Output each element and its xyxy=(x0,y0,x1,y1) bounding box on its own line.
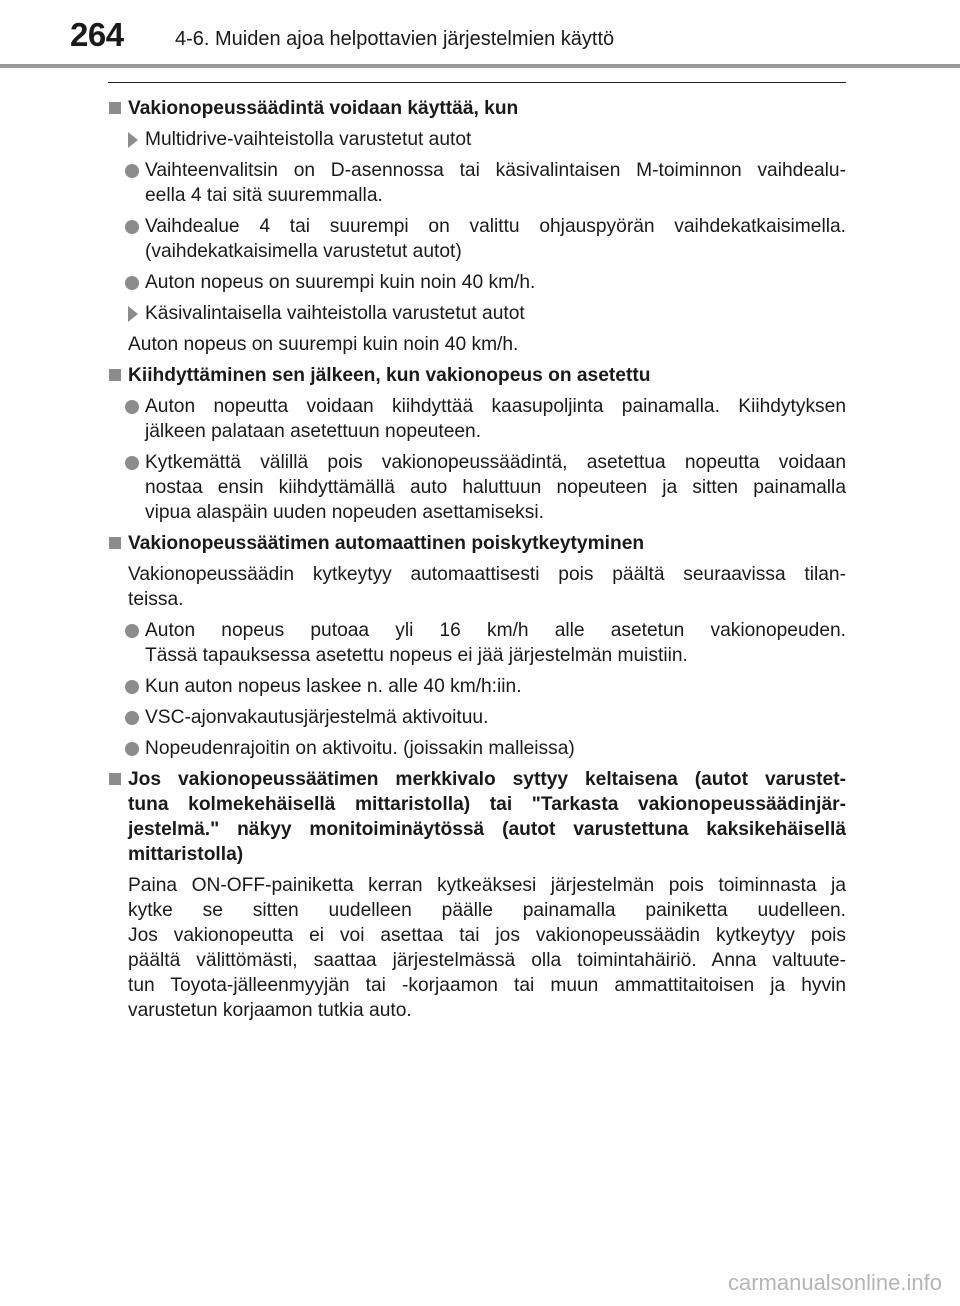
text-line-1: nostaa ensin kiihdyttämällä auto haluttuun nopeuteen ja sitten painamalla xyxy=(145,477,846,498)
text-line-0: Paina ON-OFF-painiketta kerran kytkeäksesi järjestelmän pois toiminnasta ja xyxy=(128,875,846,896)
text-line-2: vipua alaspäin uuden nopeuden asettamiseksi. xyxy=(145,502,544,523)
bullet-item xyxy=(108,394,846,444)
text-line-1: teissa. xyxy=(128,589,184,610)
text-line-1: kytke se sitten uudelleen päälle painamalla painiketta uudelleen. xyxy=(128,900,846,921)
condition-item xyxy=(108,127,846,152)
circle-bullet-icon xyxy=(125,680,139,694)
text-line-3: mittaristolla) xyxy=(128,844,244,865)
circle-bullet-icon xyxy=(125,711,139,725)
circle-bullet-icon xyxy=(125,220,139,234)
circle-bullet-icon xyxy=(125,624,139,638)
paragraph xyxy=(108,332,846,357)
bullet-item xyxy=(108,270,846,295)
paragraph xyxy=(108,562,846,612)
text-line-0: Jos vakionopeussäätimen merkkivalo syttyy keltaisena (autot varustet- xyxy=(128,769,846,790)
subsection-heading xyxy=(108,767,846,867)
subsection-heading xyxy=(108,531,846,556)
paragraph-text: Auton nopeus on suurempi kuin noin 40 km/h. xyxy=(128,334,519,355)
text-line-5: varustetun korjaamon tutkia auto. xyxy=(128,1000,412,1021)
triangle-bullet-icon xyxy=(128,132,138,148)
circle-bullet-icon xyxy=(125,276,139,290)
square-bullet-icon xyxy=(109,773,121,785)
text-line-0: Auton nopeutta voidaan kiihdyttää kaasupoljinta painamalla. Kiihdytyksen xyxy=(145,396,846,417)
bullet-item xyxy=(108,158,846,208)
text-line-3: päältä välittömästi, saattaa järjestelmässä olla toimintahäiriö. Anna valtuute- xyxy=(128,950,846,971)
text-line-0: Vaihteenvalitsin on D-asennossa tai käsivalintaisen M-toiminnon vaihdealu- xyxy=(145,160,846,181)
subsection-heading xyxy=(108,363,846,388)
page-number: 264 xyxy=(70,16,124,53)
watermark: carmanualsonline.info xyxy=(727,1270,942,1295)
item-text: Kun auton nopeus laskee n. alle 40 km/h:iin. xyxy=(145,676,522,697)
text-line-1: (vaihdekatkaisimella varustetut autot) xyxy=(145,241,462,262)
condition-item xyxy=(108,301,846,326)
text-line-1: tuna kolmekehäisellä mittaristolla) tai "Tarkasta vakionopeussäädinjär- xyxy=(128,794,846,815)
section-title: 4-6. Muiden ajoa helpottavien järjestelmien käyttö xyxy=(175,28,615,50)
text-line-0: Auton nopeus putoaa yli 16 km/h alle asetetun vakionopeuden. xyxy=(145,620,846,641)
text-line-0: Vaihdealue 4 tai suurempi on valittu ohjauspyörän vaihdekatkaisimella. xyxy=(145,216,846,237)
text-line-4: tun Toyota-jälleenmyyjän tai -korjaamon tai muun ammattitaitoisen ja hyvin xyxy=(128,975,846,996)
bullet-item xyxy=(108,618,846,668)
bullet-item xyxy=(108,450,846,525)
square-bullet-icon xyxy=(109,102,121,114)
text-line-2: Jos vakionopeutta ei voi asettaa tai jos vakionopeussäädin kytkeytyy pois xyxy=(128,925,846,946)
circle-bullet-icon xyxy=(125,742,139,756)
item-text: Auton nopeus on suurempi kuin noin 40 km/h. xyxy=(145,272,536,293)
item-text: Multidrive-vaihteistolla varustetut autot xyxy=(145,129,472,150)
circle-bullet-icon xyxy=(125,400,139,414)
heading-text: Vakionopeussäätimen automaattinen poiskytkeytyminen xyxy=(128,533,645,554)
text-line-1: eella 4 tai sitä suuremmalla. xyxy=(145,185,383,206)
bullet-item xyxy=(108,736,846,761)
item-text: Käsivalintaisella vaihteistolla varustetut autot xyxy=(145,303,525,324)
section-rule xyxy=(108,82,846,83)
item-text: VSC-ajonvakautusjärjestelmä aktivoituu. xyxy=(145,707,489,728)
heading-text: Vakionopeussäädintä voidaan käyttää, kun xyxy=(128,98,519,119)
item-text: Nopeudenrajoitin on aktivoitu. (joissakin malleissa) xyxy=(145,738,575,759)
text-line-2: jestelmä." näkyy monitoiminäytössä (autot varustettuna kaksikehäisellä xyxy=(128,819,846,840)
square-bullet-icon xyxy=(109,537,121,549)
bullet-item xyxy=(108,674,846,699)
circle-bullet-icon xyxy=(125,164,139,178)
triangle-bullet-icon xyxy=(128,306,138,322)
bullet-item xyxy=(108,705,846,730)
circle-bullet-icon xyxy=(125,456,139,470)
text-line-1: Tässä tapauksessa asetettu nopeus ei jää järjestelmän muistiin. xyxy=(145,645,688,666)
subsection-heading xyxy=(108,96,846,121)
header-band xyxy=(0,64,960,68)
square-bullet-icon xyxy=(109,369,121,381)
page-header xyxy=(0,0,960,62)
text-line-0: Kytkemättä välillä pois vakionopeussäädintä, asetettua nopeutta voidaan xyxy=(145,452,846,473)
heading-text: Kiihdyttäminen sen jälkeen, kun vakionopeus on asetettu xyxy=(128,365,651,386)
paragraph xyxy=(108,873,846,1023)
page-content xyxy=(108,92,846,1029)
bullet-item xyxy=(108,214,846,264)
text-line-1: jälkeen palataan asetettuun nopeuteen. xyxy=(145,421,482,442)
text-line-0: Vakionopeussäädin kytkeytyy automaattisesti pois päältä seuraavissa tilan- xyxy=(128,564,846,585)
